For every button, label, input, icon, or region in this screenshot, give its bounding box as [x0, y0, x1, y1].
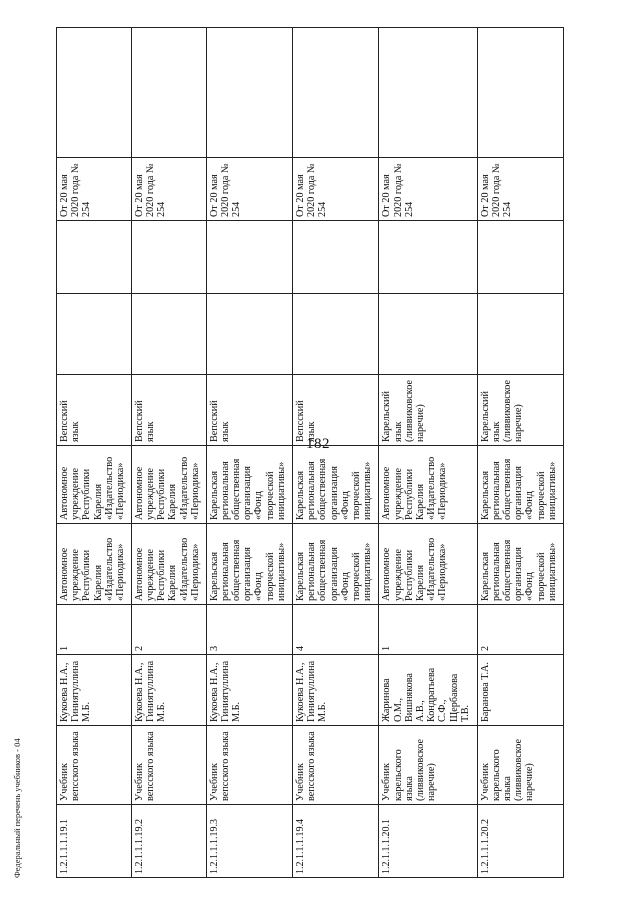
row-name: Учебник вепсского языка — [131, 726, 206, 805]
row-publisher: Карельская региональная общественная организация «Фонд творческой инициативы» — [477, 524, 564, 605]
row-code: 1.2.1.1.1.19.4 — [293, 805, 379, 878]
row-publisher: Автономное учреждение Республики Карелия «Издательство «Периодика» — [131, 524, 206, 605]
row-language: Карельский язык (ливвиковское наречие) — [379, 375, 477, 446]
textbook-table — [56, 27, 564, 878]
row-empty-cell — [131, 28, 206, 158]
row-publisher: Автономное учреждение Республики Карелия «Издательство «Периодика» — [57, 524, 132, 605]
table-row — [131, 28, 206, 878]
row-language: Вепсский язык — [131, 375, 206, 446]
row-code: 1.2.1.1.1.19.1 — [57, 805, 132, 878]
row-authors: Кукоева Н.А., Гиниятуллина М.Б. — [131, 655, 206, 726]
row-name: Учебник карельского языка (ливвиковское наречие) — [379, 726, 477, 805]
row-date: От 20 мая 2020 года № 254 — [206, 158, 292, 221]
row-name: Учебник вепсского языка — [57, 726, 132, 805]
row-developer: Автономное учреждение Республики Карелия «Издательство «Периодика» — [57, 446, 132, 524]
row-code: 1.2.1.1.1.19.3 — [206, 805, 292, 878]
row-name: Учебник карельского языка (ливвиковское наречие) — [477, 726, 564, 805]
row-language: Вепсский язык — [293, 375, 379, 446]
row-empty-cell — [477, 294, 564, 375]
row-date: От 20 мая 2020 года № 254 — [293, 158, 379, 221]
row-publisher: Карельская региональная общественная организация «Фонд творческой инициативы» — [293, 524, 379, 605]
row-language: Вепсский язык — [206, 375, 292, 446]
row-empty-cell — [293, 221, 379, 294]
row-name: Учебник вепсского языка — [293, 726, 379, 805]
table-row — [379, 28, 477, 878]
row-empty-cell — [57, 28, 132, 158]
row-publisher: Автономное учреждение Республики Карелия «Издательство «Периодика» — [379, 524, 477, 605]
row-empty-cell — [206, 28, 292, 158]
row-empty-cell — [477, 28, 564, 158]
row-grade: 1 — [379, 605, 477, 655]
row-publisher: Карельская региональная общественная организация «Фонд творческой инициативы» — [206, 524, 292, 605]
row-authors: Кукоева Н.А., Гиниятуллина М.Б. — [206, 655, 292, 726]
row-grade: 2 — [131, 605, 206, 655]
row-code: 1.2.1.1.1.20.2 — [477, 805, 564, 878]
row-empty-cell — [379, 294, 477, 375]
row-developer: Автономное учреждение Республики Карелия «Издательство «Периодика» — [131, 446, 206, 524]
row-authors: Жаринова О.М., Вишнякова А.В., Кондратьева С.Ф., Щербакова Т.В. — [379, 655, 477, 726]
row-empty-cell — [57, 221, 132, 294]
rotated-table-container — [56, 28, 564, 878]
row-empty-cell — [293, 28, 379, 158]
row-authors: Кукоева Н.А., Гиниятуллина М.Б. — [57, 655, 132, 726]
row-name: Учебник вепсского языка — [206, 726, 292, 805]
row-code: 1.2.1.1.1.19.2 — [131, 805, 206, 878]
table-row — [206, 28, 292, 878]
row-developer: Карельская региональная общественная организация «Фонд творческой инициативы» — [206, 446, 292, 524]
table-row — [293, 28, 379, 878]
row-developer: Автономное учреждение Республики Карелия «Издательство «Периодика» — [379, 446, 477, 524]
row-empty-cell — [379, 221, 477, 294]
row-empty-cell — [206, 221, 292, 294]
row-developer: Карельская региональная общественная организация «Фонд творческой инициативы» — [477, 446, 564, 524]
row-code: 1.2.1.1.1.20.1 — [379, 805, 477, 878]
table-row — [57, 28, 132, 878]
row-empty-cell — [57, 294, 132, 375]
footer-caption: Федеральный перечень учебников - 04 — [12, 738, 22, 878]
row-date: От 20 мая 2020 года № 254 — [477, 158, 564, 221]
row-date: От 20 мая 2020 года № 254 — [131, 158, 206, 221]
row-empty-cell — [131, 294, 206, 375]
row-authors: Баранова Т.А. — [477, 655, 564, 726]
page-number: 182 — [306, 436, 330, 452]
row-date: От 20 мая 2020 года № 254 — [57, 158, 132, 221]
table-row — [477, 28, 564, 878]
row-language: Карельский язык (ливвиковское наречие) — [477, 375, 564, 446]
row-empty-cell — [131, 221, 206, 294]
row-grade: 1 — [57, 605, 132, 655]
row-grade: 3 — [206, 605, 292, 655]
row-language: Вепсский язык — [57, 375, 132, 446]
row-empty-cell — [293, 294, 379, 375]
row-date: От 20 мая 2020 года № 254 — [379, 158, 477, 221]
row-grade: 4 — [293, 605, 379, 655]
row-empty-cell — [379, 28, 477, 158]
row-empty-cell — [206, 294, 292, 375]
row-empty-cell — [477, 221, 564, 294]
row-developer: Карельская региональная общественная организация «Фонд творческой инициативы» — [293, 446, 379, 524]
row-grade: 2 — [477, 605, 564, 655]
row-authors: Кукоева Н.А., Гиниятуллина М.Б. — [293, 655, 379, 726]
